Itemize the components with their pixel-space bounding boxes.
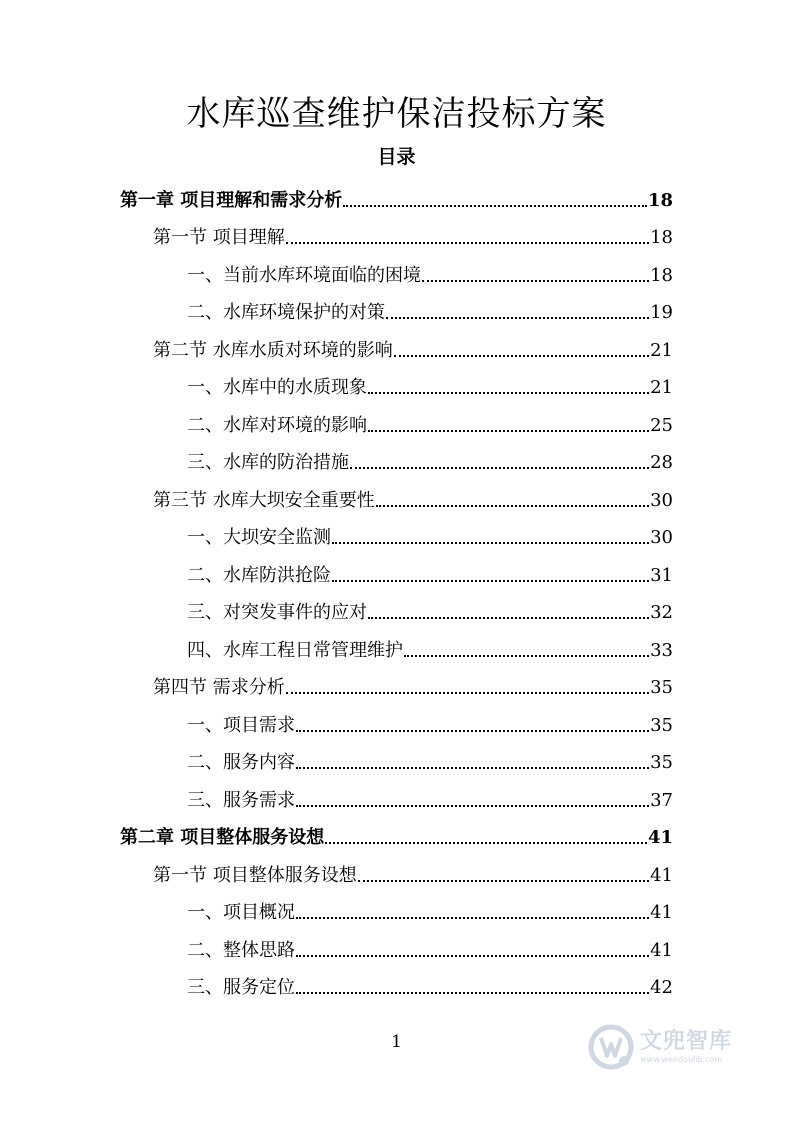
toc-entry-label: 二、水库对环境的影响: [187, 414, 367, 436]
toc-entry-page: 41: [647, 827, 673, 848]
toc-entry[interactable]: [187, 513, 673, 551]
toc-entry-label: 三、对突发事件的应对: [187, 602, 367, 623]
toc-dot-leader: [422, 279, 649, 282]
toc-entry-page: 35: [650, 714, 673, 736]
toc-entry-page: 19: [650, 302, 673, 323]
toc-entry-label: 一、水库中的水质现象: [187, 377, 367, 398]
toc-entry[interactable]: [187, 288, 673, 326]
toc-dot-leader: [296, 804, 649, 807]
toc-entry-page: 42: [650, 977, 673, 998]
toc-dot-leader: [296, 916, 649, 919]
toc-dot-leader: [404, 654, 649, 657]
watermark-name: 文兜智库: [640, 1029, 733, 1054]
toc-entry[interactable]: [187, 400, 673, 438]
toc-entry[interactable]: [187, 775, 673, 813]
toc-entry-label: 二、服务内容: [187, 752, 295, 773]
toc-entry-label: 一、当前水库环境面临的困境: [187, 264, 421, 286]
toc-dot-leader: [332, 541, 649, 544]
toc-dot-leader: [358, 879, 649, 882]
toc-entry-label: 第一节 项目整体服务设想: [153, 864, 357, 886]
toc-dot-leader: [296, 729, 649, 732]
toc-dot-leader: [386, 316, 649, 319]
toc-entry-label: 二、水库防洪抢险: [187, 564, 331, 586]
watermark-text: [640, 1029, 732, 1065]
toc-entry-page: 31: [650, 564, 673, 586]
toc-entry-label: 第二节 水库水质对环境的影响: [153, 339, 393, 361]
toc-entry-page: 30: [650, 489, 673, 511]
toc-entry[interactable]: [153, 325, 673, 363]
toc-dot-leader: [376, 504, 649, 507]
toc-entry[interactable]: [153, 850, 673, 888]
toc-entry-label: 第一章 项目理解和需求分析: [120, 189, 343, 211]
toc-entry[interactable]: [187, 888, 673, 926]
toc-dot-leader: [325, 841, 647, 844]
toc-entry-page: 21: [650, 377, 673, 398]
watermark-url: www.wendoulib.com: [640, 1055, 723, 1064]
toc-entry-page: 37: [650, 789, 673, 811]
toc-entry-label: 三、水库的防治措施: [187, 452, 349, 473]
toc-entry-label: 第三节 水库大坝安全重要性: [153, 489, 375, 511]
toc-entry-page: 25: [650, 414, 673, 436]
toc-entry-page: 41: [650, 902, 673, 923]
toc-dot-leader: [296, 954, 649, 957]
toc-entry-label: 三、服务定位: [187, 977, 295, 998]
toc-entry[interactable]: [153, 663, 673, 701]
toc-entry-page: 41: [650, 939, 673, 961]
wendou-logo-icon: [588, 1024, 634, 1070]
page-number: 1: [391, 1032, 402, 1052]
toc-entry[interactable]: [153, 475, 673, 513]
toc-dot-leader: [368, 429, 649, 432]
document-title: 水库巡查维护保洁投标方案: [186, 94, 607, 134]
toc-entry[interactable]: [187, 588, 673, 626]
toc-entry-label: 一、项目需求: [187, 714, 295, 736]
toc-entry-label: 一、大坝安全监测: [187, 527, 331, 548]
toc-entry-label: 二、水库环境保护的对策: [187, 302, 385, 323]
toc-entry[interactable]: [187, 925, 673, 963]
toc-entry-page: 41: [650, 864, 673, 886]
toc-dot-leader: [350, 466, 649, 469]
toc-dot-leader: [368, 391, 649, 394]
toc-entry-page: 30: [650, 527, 673, 548]
toc-entry[interactable]: [120, 813, 673, 851]
toc-entry[interactable]: [120, 175, 673, 213]
toc-dot-leader: [332, 579, 649, 582]
toc-entry[interactable]: [187, 363, 673, 401]
toc-entry[interactable]: [187, 550, 673, 588]
toc-entry-page: 18: [647, 189, 673, 211]
toc-entry-page: 35: [650, 752, 673, 773]
toc-entry-label: 一、项目概况: [187, 902, 295, 923]
toc-entry-label: 三、服务需求: [187, 789, 295, 811]
toc-entry-label: 第二章 项目整体服务设想: [120, 827, 325, 848]
toc-entry-label: 第一节 项目理解: [153, 227, 285, 248]
toc-entry[interactable]: [187, 250, 673, 288]
toc-entry-label: 第四节 需求分析: [153, 677, 285, 698]
toc-entry-page: 28: [650, 452, 673, 473]
toc-entry-page: 18: [650, 227, 673, 248]
toc-entry-label: 四、水库工程日常管理维护: [187, 639, 403, 661]
toc-entry[interactable]: [187, 438, 673, 476]
toc-entry-page: 21: [650, 339, 673, 361]
toc-entry-page: 33: [650, 639, 673, 661]
toc-dot-leader: [286, 241, 649, 244]
watermark: [588, 1020, 748, 1074]
toc-entry-page: 18: [650, 264, 673, 286]
toc-heading: 目录: [377, 146, 416, 168]
toc-dot-leader: [296, 991, 649, 994]
toc-entry[interactable]: [187, 700, 673, 738]
toc-dot-leader: [368, 616, 649, 619]
toc-dot-leader: [286, 691, 649, 694]
toc-dot-leader: [296, 766, 649, 769]
toc-entry[interactable]: [187, 625, 673, 663]
toc-entry-page: 35: [650, 677, 673, 698]
toc-entry[interactable]: [187, 963, 673, 1001]
toc-entry-page: 32: [650, 602, 673, 623]
toc-dot-leader: [343, 204, 647, 207]
toc-dot-leader: [394, 354, 649, 357]
toc-entry-label: 二、整体思路: [187, 939, 295, 961]
toc-entry[interactable]: [153, 213, 673, 251]
toc-entry[interactable]: [187, 738, 673, 776]
